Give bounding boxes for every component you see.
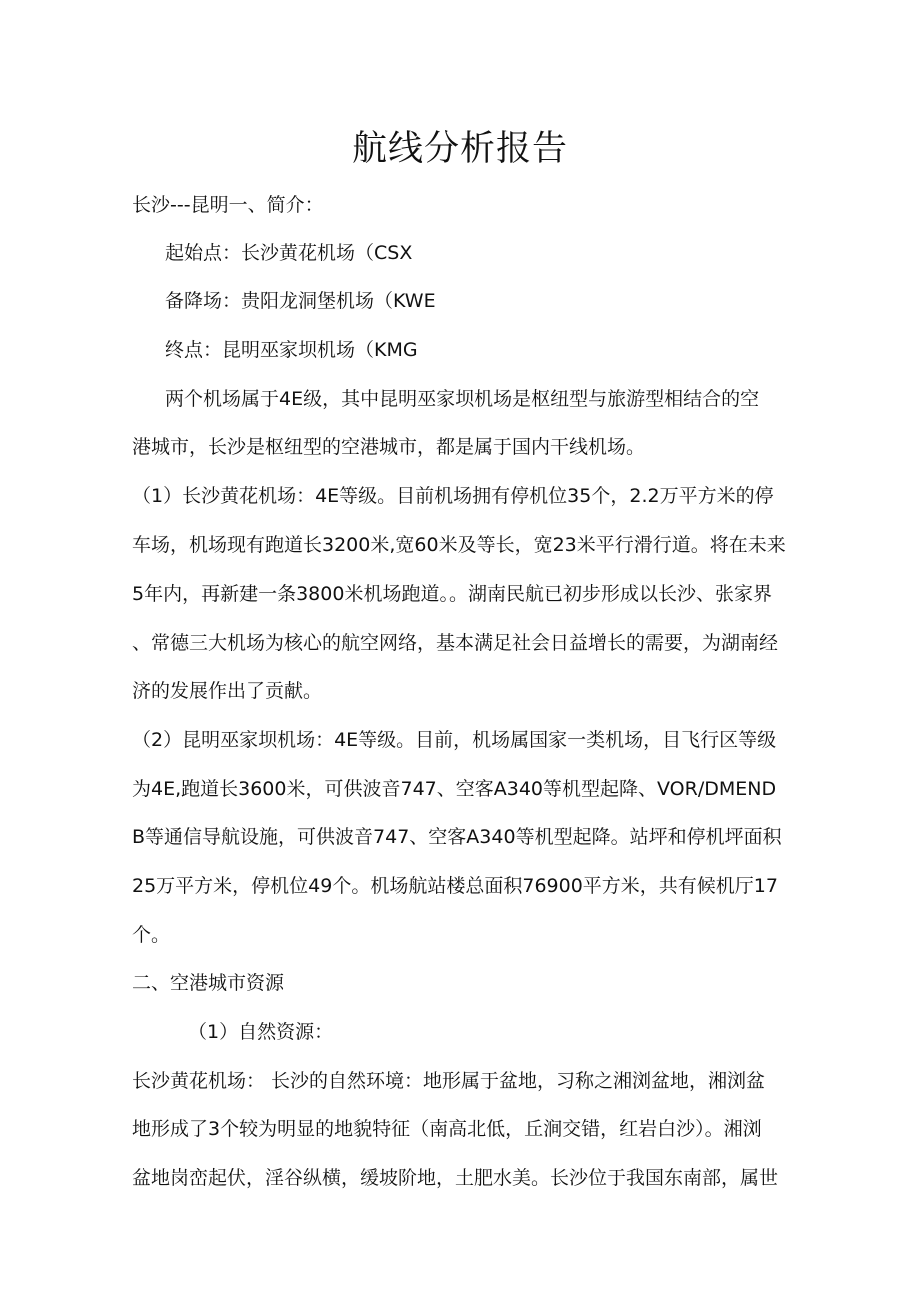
kunming-para-line: 25万平方米，停机位49个。机场航站楼总面积76900平方米，共有候机厅17 xyxy=(132,875,778,897)
intro-line: 两个机场属于4E级，其中昆明巫家坝机场是枢纽型与旅游型相结合的空 xyxy=(165,388,760,410)
kunming-para-line: 个。 xyxy=(132,924,171,946)
intro-line: 港城市，长沙是枢纽型的空港城市，都是属于国内干线机场。 xyxy=(132,436,646,458)
kunming-para-line: 为4E,跑道长3600米，可供波音747、空客A340等机型起降、VOR/DMEND xyxy=(132,778,777,800)
kunming-para-line: B等通信导航设施，可供波音747、空客A340等机型起降。站坪和停机坪面积 xyxy=(132,826,782,848)
natural-para-line: 长沙黄花机场： 长沙的自然环境：地形属于盆地，习称之湘浏盆地，湘浏盆 xyxy=(132,1070,766,1092)
changsha-para-line: （1）长沙黄花机场：4E等级。目前机场拥有停机位35个，2.2万平方米的停 xyxy=(132,485,774,507)
route-heading: 长沙---昆明一、简介： xyxy=(132,194,324,216)
natural-resources-heading: （1）自然资源： xyxy=(188,1021,334,1043)
alternate-airport-line: 备降场：贵阳龙洞堡机场（KWE xyxy=(165,290,436,312)
natural-para-line: 地形成了3个较为明显的地貌特征（南高北低，丘涧交错，红岩白沙）。湘浏 xyxy=(132,1118,762,1140)
document-title: 航线分析报告 xyxy=(351,129,568,169)
changsha-para-line: 5年内，再新建一条3800米机场跑道。。湖南民航已初步形成以长沙、张家界 xyxy=(132,583,772,605)
kunming-para-line: （2）昆明巫家坝机场：4E等级。目前，机场属国家一类机场，目飞行区等级 xyxy=(132,729,777,751)
end-point-line: 终点：昆明巫家坝机场（KMG xyxy=(165,339,418,361)
section-2-heading: 二、空港城市资源 xyxy=(132,972,285,994)
natural-para-line: 盆地岗峦起伏，淫谷纵横，缓坡阶地，土肥水美。长沙位于我国东南部，属世 xyxy=(132,1167,779,1189)
changsha-para-line: 济的发展作出了贡献。 xyxy=(132,680,323,702)
changsha-para-line: 车场，机场现有跑道长3200米,宽60米及等长，宽23米平行滑行道。将在未来 xyxy=(132,534,786,556)
start-point-line: 起始点：长沙黄花机场（CSX xyxy=(165,242,413,264)
changsha-para-line: 、常德三大机场为核心的航空网络，基本满足社会日益增长的需要，为湖南经 xyxy=(132,632,779,654)
